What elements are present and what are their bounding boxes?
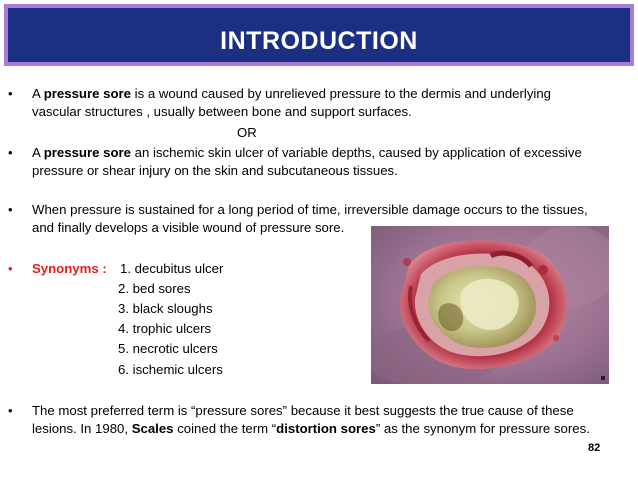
synonym-item: 5. necrotic ulcers — [118, 341, 218, 356]
synonyms-label: Synonyms : — [32, 261, 107, 276]
term-scales: Scales — [131, 421, 174, 436]
bullet-3-line-1: When pressure is sustained for a long period of time, irreversible damage occurs to the tissues, — [32, 202, 588, 217]
text: an ischemic skin ulcer of variable depths, caused by application of excessive — [130, 145, 582, 160]
bullet-3-line-2: and finally develops a visible wound of pressure sore. — [32, 220, 345, 235]
wound-photo — [371, 226, 609, 384]
bullet-1-line-1 — [32, 85, 551, 103]
title-bar — [4, 4, 634, 66]
synonym-item: 3. black sloughs — [118, 301, 213, 316]
term-distortion-sores: distortion sores — [276, 421, 376, 436]
bullet-marker: • — [8, 86, 13, 101]
synonym-item: 4. trophic ulcers — [118, 321, 212, 336]
term-pressure-sore: pressure sore — [43, 145, 131, 160]
text: A — [32, 145, 44, 160]
or-divider: OR — [237, 125, 257, 140]
synonym-item: 6. ischemic ulcers — [118, 362, 223, 377]
bullet-marker: • — [8, 403, 13, 418]
term-pressure-sore: pressure sore — [43, 86, 131, 101]
bullet-1-line-2: vascular structures , usually between bone and support surfaces. — [32, 104, 412, 119]
bullet-5-line-1: The most preferred term is “pressure sores” because it best suggests the true cause of these — [32, 403, 574, 418]
bullet-2-line-2: pressure or shear injury on the skin and subcutaneous tissues. — [32, 163, 398, 178]
text: A — [32, 86, 44, 101]
bullet-marker: • — [8, 202, 13, 217]
synonym-item: 2. bed sores — [118, 281, 191, 296]
bullet-2-line-1 — [32, 144, 582, 162]
text: is a wound caused by unrelieved pressure to the dermis and underlying — [130, 86, 552, 101]
page-number: 82 — [588, 442, 601, 454]
synonym-item: 1. decubitus ulcer — [120, 261, 224, 276]
bullet-5-line-2 — [32, 420, 590, 438]
bullet-marker: • — [8, 261, 13, 276]
text: ” as the synonym for pressure sores. — [375, 421, 590, 436]
text: lesions. In 1980, — [32, 421, 132, 436]
slide-title: INTRODUCTION — [220, 27, 418, 55]
text: coined the term “ — [173, 421, 277, 436]
bullet-marker: • — [8, 145, 13, 160]
